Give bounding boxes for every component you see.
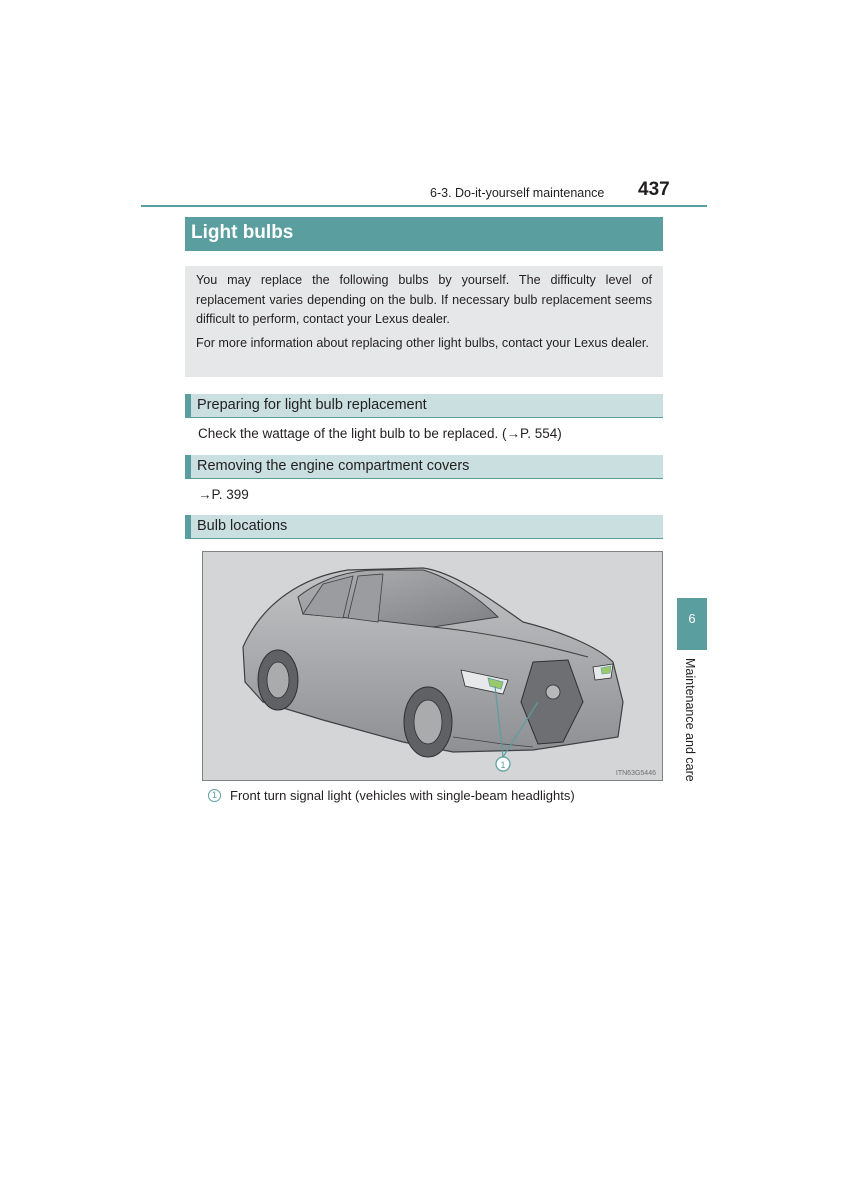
header-divider: [141, 205, 707, 207]
figure-callout-number: 1: [500, 760, 506, 770]
caption-marker: 1: [208, 789, 221, 802]
car-drawing: [203, 552, 662, 780]
intro-paragraph-1: You may replace the following bulbs by yourself. The difficulty level of replacement varies depending on the bulb. If necessary bulb replacement seems difficult to perform, contact your Lexus dealer.: [196, 273, 652, 326]
page-number: 437: [638, 179, 670, 200]
section-heading-label: Preparing for light bulb replacement: [197, 397, 427, 413]
page-title: Light bulbs: [191, 222, 294, 243]
title-bar: [185, 217, 663, 251]
section-heading-preparing: [185, 394, 663, 418]
section-heading-label: Bulb locations: [197, 518, 288, 534]
intro-box: [185, 266, 663, 377]
section-heading-bulb-locations: [185, 515, 663, 539]
intro-paragraph-2: For more information about replacing other light bulbs, contact your Lexus dealer.: [196, 335, 649, 350]
figure-caption: Front turn signal light (vehicles with single-beam headlights): [230, 788, 575, 803]
chapter-name: Maintenance and care: [683, 658, 697, 782]
section-text-preparing: Check the wattage of the light bulb to be replaced. (→P. 554): [198, 426, 562, 441]
chapter-tab: [677, 598, 707, 650]
figure-code: ITN63G5446: [615, 770, 656, 777]
section-heading-label: Removing the engine compartment covers: [197, 458, 470, 474]
section-heading-removing: [185, 455, 663, 479]
running-header-section: 6-3. Do-it-yourself maintenance: [430, 186, 605, 200]
car-illustration: [202, 551, 663, 781]
section-text-removing: →P. 399: [198, 487, 249, 502]
chapter-number: 6: [688, 611, 696, 626]
